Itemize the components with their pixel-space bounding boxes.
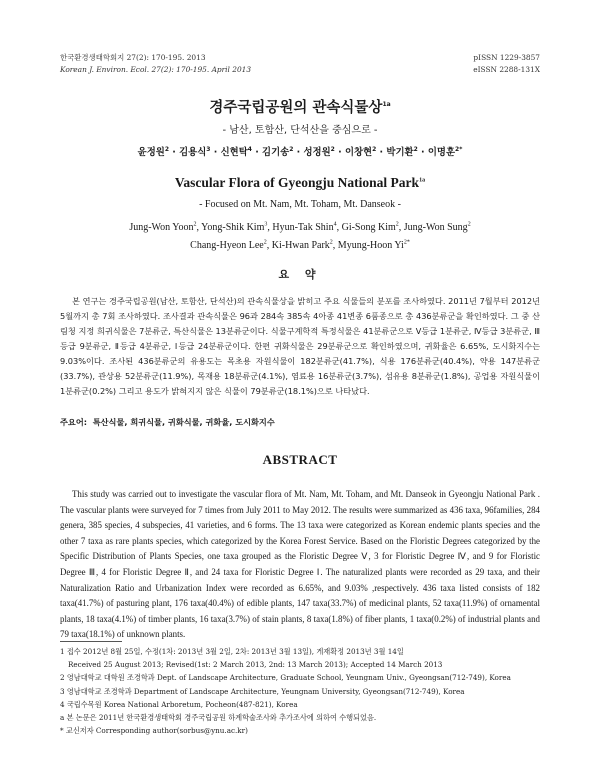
author-name: Ki-Hwan Park xyxy=(271,240,330,251)
footnote-rule xyxy=(60,641,122,642)
author-name: 신현탁 xyxy=(220,147,248,158)
author-separator: · xyxy=(334,147,345,158)
issn-block xyxy=(473,52,540,76)
author-affiliation-sup: 2 xyxy=(413,145,418,153)
author-affiliation-sup: 2 xyxy=(193,221,197,228)
footnote-corresponding: * 교신저자 Corresponding author(sorbus@ynu.ac.kr) xyxy=(60,726,248,736)
author-affiliation-sup: 2 xyxy=(329,239,333,246)
author-name: Chang-Hyeon Lee xyxy=(190,240,264,251)
title-en xyxy=(0,175,600,191)
author-affiliation-sup: 2 xyxy=(372,145,377,153)
author-name: 김기송 xyxy=(262,147,290,158)
subtitle-ko: - 남산, 토함산, 단석산을 중심으로 - xyxy=(222,125,378,136)
author-name: Myung-Hoon Yi xyxy=(337,240,404,251)
abstract-heading: ABSTRACT xyxy=(262,452,338,467)
author-name: 박기환 xyxy=(386,147,414,158)
author-affiliation-sup: 4 xyxy=(247,145,252,153)
author-affiliation-sup: 3 xyxy=(206,145,211,153)
author-separator: , xyxy=(398,222,404,233)
summary-heading: 요 약 xyxy=(278,268,322,281)
title-ko-sup: 1a xyxy=(382,101,391,109)
author-name: 이명훈 xyxy=(427,147,456,158)
author-affiliation-sup: 2* xyxy=(455,145,463,153)
title-ko xyxy=(0,96,600,117)
author-name: Hyun-Tak Shin xyxy=(272,222,334,233)
journal-citation-ko: 한국환경생태학회지 27(2): 170-195. 2013 xyxy=(60,53,206,62)
author-affiliation-sup: 2 xyxy=(467,221,471,228)
author-separator: · xyxy=(169,147,180,158)
author-name: 윤정원 xyxy=(137,147,165,158)
footnotes xyxy=(60,645,550,737)
footnote-2: 2 영남대학교 대학원 조경학과 Dept. of Landscape Architecture, Graduate School, Yeungnam Univ., Gyeongsan(712-749), Korea xyxy=(60,673,511,683)
author-affiliation-sup: 2* xyxy=(403,239,410,246)
eissn: eISSN 2288-131X xyxy=(473,65,540,74)
author-affiliation-sup: 2 xyxy=(164,145,170,153)
title-en-text: Vascular Flora of Gyeongju National Park xyxy=(174,175,420,190)
author-affiliation-sup: 2 xyxy=(395,221,399,228)
author-name: 김용식 xyxy=(179,147,207,158)
author-name: 이창현 xyxy=(344,147,373,158)
author-affiliation-sup: 2 xyxy=(289,145,294,153)
author-separator: , xyxy=(332,240,338,251)
author-separator: · xyxy=(376,147,387,158)
author-name: Jung-Won Yoon xyxy=(129,222,194,233)
abstract-ko: 본 연구는 경주국립공원(남산, 토함산, 단석산)의 관속식물상을 밝히고 주요 식물들의 분포를 조사하였다. 2011년 7월부터 2012년 5월까지 총 7회 조사하였다. 조사결과 관속식물은 96과 284속 385속 4아종 41변종 6품종으로 총 436분류군을 확인하였다. 그 중 산림청 지정 희귀식물은 7분류군, 특산식물은 13분류군이다. 식물구계학적 특정식물은 41분류군으로 Ⅴ등급 1분류군, Ⅳ등급 3분류군, Ⅲ등급 9분류군, Ⅱ등급 4분류군, Ⅰ등급 24분류군이다. 한편 귀화식물은 29분류군으로 확인하였으며, 귀화율은 6.65%, 도시화지수는 9.03%이다. 조사된 436분류군의 유용도는 목초용 자원식물이 182분류군(41.7%), 식용 176분류군(40.4%), 약용 147분류군(33.7%), 관상용 52분류군(11.9%), 목재용 18분류군(4.1%), 염료용 16분류군(3.7%), 섬유용 8분류군(1.8%), 공업용 자원식물이 1분류군(0.2%) 그리고 용도가 밝혀지지 않은 식물이 79분류군(18.1%)으로 나타났다. xyxy=(60,296,540,396)
journal-citation-en: Korean J. Environ. Ecol. 27(2): 170-195. April 2013 xyxy=(60,65,252,74)
author-separator: , xyxy=(267,222,273,233)
authors-ko xyxy=(0,144,600,158)
author-name: Yong-Shik Kim xyxy=(201,222,265,233)
author-affiliation-sup: 4 xyxy=(333,221,337,228)
author-name: 성정원 xyxy=(303,147,331,158)
authors-en-line1 xyxy=(0,219,600,237)
subtitle-en: - Focused on Mt. Nam, Mt. Toham, Mt. Danseok - xyxy=(199,199,401,210)
pissn: pISSN 1229-3857 xyxy=(473,53,540,62)
footnote-1: 1 접수 2012년 8월 25일, 수정(1차: 2013년 3월 2일, 2차: 2013년 3월 13일), 게재확정 2013년 3월 14일 xyxy=(60,647,404,656)
footnote-a: a 본 논문은 2011년 한국환경생태학회 경주국립공원 하계학술조사와 추가조사에 의하여 수행되었음. xyxy=(60,713,377,723)
author-separator: · xyxy=(251,147,263,158)
footnote-1-en: Received 25 August 2013; Revised(1st: 2 March 2013, 2nd: 13 March 2013); Accepted 14 March 2013 xyxy=(68,660,443,670)
author-name: Jung-Won Sung xyxy=(403,222,468,233)
authors-en-line2 xyxy=(0,237,600,255)
author-separator: , xyxy=(336,222,342,233)
author-separator: · xyxy=(417,147,428,158)
footnote-3: 3 영남대학교 조경학과 Department of Landscape Architecture, Yeungnam University, Gyeongsan(712-749), Korea xyxy=(60,686,465,696)
keywords-label: 주요어: xyxy=(60,417,88,427)
author-separator: · xyxy=(293,147,304,158)
author-name: Gi-Song Kim xyxy=(341,222,396,233)
author-separator: , xyxy=(196,222,202,233)
title-en-sup: 1a xyxy=(419,177,426,184)
author-separator: · xyxy=(210,147,221,158)
abstract-en: This study was carried out to investigate the vascular flora of Mt. Nam, Mt. Toham, and Mt. Danseok in Gyeongju National Park . The vascular plants were surveyed for 7 times from July 2011 to May 2012. The results were summarized as 436 taxa, 96families, 284 genera, 385 species, 4 subspecies, 41 varieties, and 6 forms. The 13 taxa were categorized as Korean endemic plants species and the other 7 taxa as rare plants species, which categorized by the Korea Forest Service. Based on the Floristic Degrees categorized by the Specific Distribution of Plants Species, one taxa grouped as the Floristic Degree Ⅴ, 3 for Floristic Degree Ⅳ, and 9 for Floristic Degree Ⅲ, 4 for Floristic Degree Ⅱ, and 24 taxa for Floristic Degree Ⅰ. The naturalized plants were recorded as 29 taxa, and their Naturalization Ratio and Urbanization Index were recorded as 6.65%, and 9.03% ,respectively. 436 taxa listed consists of 182 taxa(41.7%) of pasturing plant, 176 taxa(40.4%) of edible plants, 147 taxa(33.7%) of medicinal plants, 52 taxa(11.9%) of ornamental plants, 18 taxa(4.1%) of timber plants, 16 taxa(3.7%) of stain plants, 8 taxa(1.8%) of fiber plants, 1 taxa(0.2%) of industrial plants and 79 taxa(18.1%) of unknown plants. xyxy=(60,489,540,640)
author-affiliation-sup: 2 xyxy=(263,239,267,246)
footnote-4: 4 국립수목원 Korea National Arboretum, Pocheon(487-821), Korea xyxy=(60,699,298,709)
keywords xyxy=(60,417,275,428)
keywords-text: 특산식물, 희귀식물, 귀화식물, 귀화율, 도시화지수 xyxy=(92,417,275,427)
author-affiliation-sup: 3 xyxy=(264,221,268,228)
author-affiliation-sup: 2 xyxy=(330,145,335,153)
title-ko-text: 경주국립공원의 관속식물상 xyxy=(209,100,383,116)
author-separator: , xyxy=(266,240,272,251)
journal-citation xyxy=(60,52,251,76)
